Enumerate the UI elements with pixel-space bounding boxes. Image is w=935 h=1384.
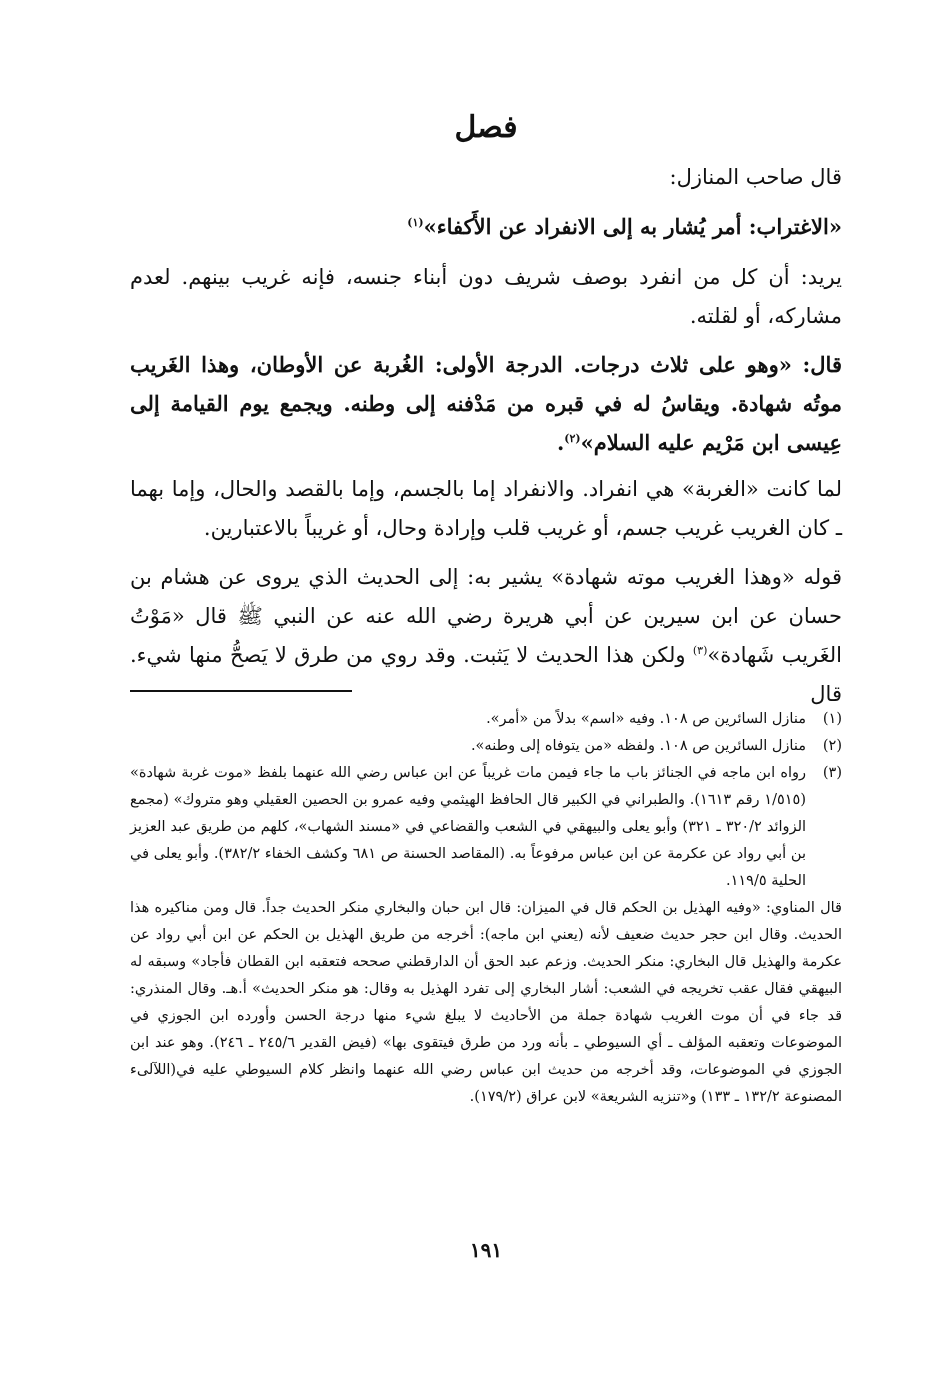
footnote-text: رواه ابن ماجه في الجنائز باب ما جاء فيمن مات غريباً عن ابن عباس رضي الله عنهما بلفظ «موت غربة شهادة» (١/٥١٥ رقم ١٦١٣). والطبراني في الكبير قال الحافظ الهيثمي وفيه عمرو بن الحصين العقيلي وهو متروك» (مجمع الزوائد ٣٢٠/٢ ـ ٣٢١) وأبو يعلى والبيهقي في الشعب والقضاعي في «مسند الشهاب»، كلهم من طريق عبد العزيز بن أبي رواد عن عكرمة عن ابن عباس مرفوعاً به. (المقاصد الحسنة ص ٦٨١ وكشف الخفاء ٣٨٢/٢). وأبو يعلى في الحلية ١١٩/٥. [130, 765, 807, 889]
explanation-text: يريد: أن كل من انفرد بوصف شريف دون أبناء جنسه، فإنه غريب بينهم. لعدم مشاركه، أو لقلته. [130, 265, 842, 328]
hadith-text: قوله «وهذا الغريب موته شهادة» يشير به: إلى الحديث الذي يروى عن هشام بن حسان عن ابن سيرين عن أبي هريرة رضي الله عنه عن النبي ﷺ قال «مَوْتُ الغَريب شَهادة» [130, 565, 842, 667]
footnote-3-continuation: قال المناوي: «وفيه الهذيل بن الحكم قال في الميزان: قال ابن حبان والبخاري منكر الحديث جداً. قال ومن مناكيره هذا الحديث. وقال ابن حجر حديث ضعيف لأنه (يعني ابن ماجه): أخرجه من طريق الهذيل بن الحكم عن ابن أبي رواد عن عكرمة والهذيل قال البخاري: منكر الحديث. وزعم عبد الحق أن الدارقطني صححه فتعقبه ابن القطان فأجاد» وسبقه له البيهقي فقال عقب تخريجه في الشعب: أشار البخاري إلى تفرد الهذيل به وقال: هو منكر الحديث» أ.هـ. وقال المنذري: قد جاء في أن موت الغريب شهادة جملة من الأحاديث لا يبلغ شيء منها درجة الحسن وأورده ابن الجوزي في الموضوعات وتعقبه المؤلف ـ أي السيوطي ـ بأنه ورد من طرق فيتقوى بها» (فيض القدير ٢٤٥/٦ ـ ٢٤٦). وهو عند ابن الجوزي في الموضوعات، وقد أخرجه من حديث ابن عباس رضي الله عنهما وانظر كلام السيوطي عليه في(اللآلىء المصنوعة ١٣٢/٢ ـ ١٣٣) و«تنزيه الشريعة» لابن عراق (١٧٩/٢). [130, 900, 843, 1105]
footnote-divider [130, 690, 352, 692]
paragraph-intro-text: قال صاحب المنازل: [669, 165, 842, 189]
footnote-1 [130, 706, 842, 733]
footnote-3 [130, 760, 842, 895]
paragraph-degrees [130, 345, 842, 462]
footnote-text: منازل السائرين ص ١٠٨. ولفظه «من يتوفاه إلى وطنه». [470, 738, 806, 754]
footnote-ref-3: (٣) [692, 644, 708, 657]
footnote-2 [130, 733, 842, 760]
footnote-ref-1: (١) [407, 216, 424, 229]
paragraph-intro [130, 158, 842, 197]
definition-quote: «الاغتراب: أمر يُشار به إلى الانفراد عن الأَكفاء» [423, 214, 842, 239]
paragraph-ghurba [130, 470, 842, 548]
book-page [130, 0, 842, 1384]
chapter-heading: فصل [454, 110, 518, 145]
paragraph-explanation [130, 258, 842, 336]
footnotes [130, 706, 842, 1111]
degrees-end: . [556, 430, 565, 455]
degrees-text: قال: «وهو على ثلاث درجات. الدرجة الأولى: الغُربة عن الأوطان، وهذا الغَريب موتُه شهادة. ويقاسُ له في قبره من مَدْفنه إلى وطنه. ويجمع يوم القيامة إلى عِيسى ابن مَرْيم عليه السلام» [130, 352, 842, 455]
footnote-number: (١) [822, 711, 842, 727]
hadith-text-end: ولكن هذا الحديث لا يَثبت. وقد روي من طرق لا يَصحُّ منها شيء. قال [130, 643, 842, 706]
paragraph-definition [130, 207, 842, 246]
footnote-number: (٢) [822, 738, 842, 754]
ghurba-text: لما كانت «الغربة» هي انفراد. والانفراد إما بالجسم، وإما بالقصد والحال، وإما بهما ـ كان الغريب غريب جسم، أو غريب قلب وإرادة وحال، أو غريباً بالاعتبارين. [130, 477, 842, 540]
footnote-text: منازل السائرين ص ١٠٨. وفيه «اسم» بدلاً من «أمر». [486, 711, 806, 727]
footnote-ref-2: (٢) [564, 432, 581, 445]
footnote-number: (٣) [822, 765, 842, 781]
page-number: ١٩١ [469, 1238, 503, 1262]
